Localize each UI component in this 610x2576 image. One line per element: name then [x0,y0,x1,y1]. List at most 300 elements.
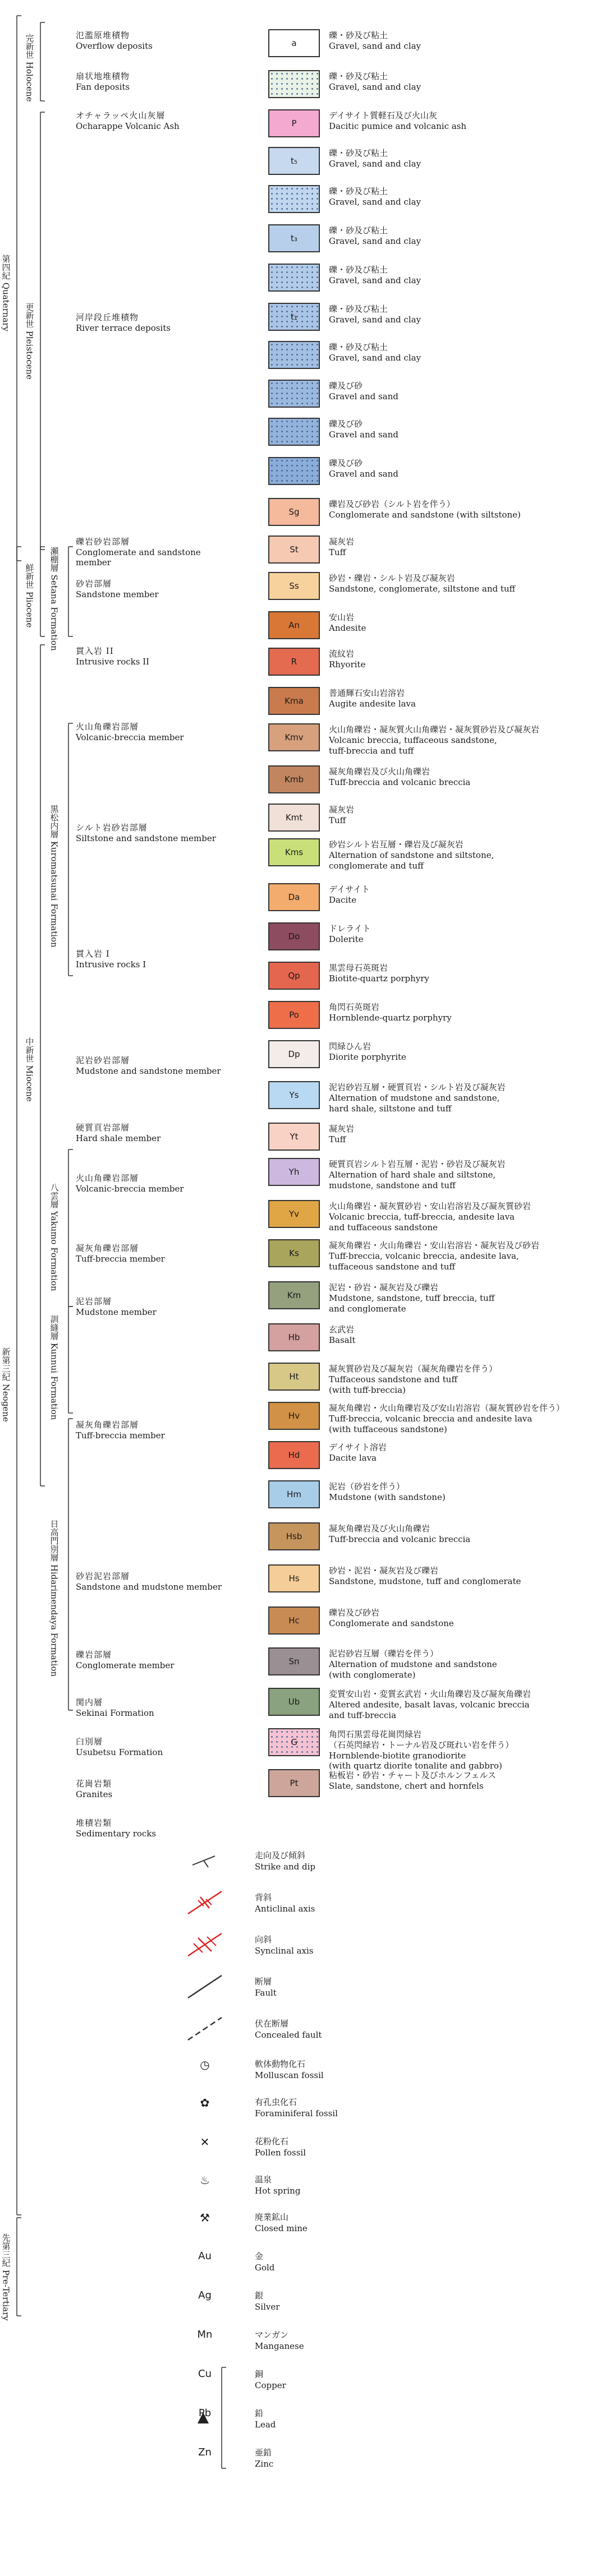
lithology-description [329,1364,497,1395]
lithology-box [268,1363,320,1391]
description-line: 角閃石黒雲母花崗閃緑岩 [329,1729,422,1739]
lithology-code: Kmt [285,812,303,823]
description-line: hard shale, siltstone and tuff [329,1103,452,1114]
lithology-description [329,381,398,402]
lithology-description [329,839,494,871]
legend-text: 断層 [255,1977,272,1987]
description-line: Tuffaceous sandstone and tuff [329,1374,457,1384]
description-line: 硬質頁岩シルト岩互層・泥岩・砂岩及び凝灰岩 [329,1159,506,1169]
lithology-description [329,1159,506,1190]
unit-jp: 臼別層 [76,1737,103,1747]
unit-en: Usubetsu Formation [76,1747,163,1757]
lithology-box [268,70,320,98]
description-line: 礫・砂及び粘土 [329,30,388,40]
lithology-description [329,1240,539,1272]
description-line: (with tuffaceous sandstone) [329,1424,447,1434]
unit-en: Intrusive rocks II [76,657,150,667]
period-jp: 第四紀 [1,255,11,280]
description-line: Altered andesite, basalt lavas, volcanic breccia [329,1699,530,1710]
lithology-code: Hs [288,1573,300,1584]
unit-en: Conglomerate member [76,1660,175,1670]
lithology-description [329,1566,521,1587]
description-line: 礫・砂及び粘土 [329,304,388,314]
epoch-label-mio [25,1037,34,1102]
lithology-code: Hd [288,1450,300,1460]
fault-icon [188,1975,222,1998]
lithology-box [268,1001,320,1029]
description-line: Gravel, sand and clay [329,40,421,51]
unit-en: Volcanic-breccia member [76,732,184,742]
lithology-code: Yh [288,1167,300,1177]
unit-en: Tuff-breccia member [76,1254,165,1264]
description-line: Augite andesite lava [329,698,416,709]
legend-label [255,2019,322,2041]
legend-text: 有孔虫化石 [255,2097,297,2107]
unit-en: Sandstone and mudstone member [76,1582,222,1592]
legend-label [255,2059,324,2081]
description-line: Mudstone (with sandstone) [329,1492,446,1502]
formation-en: Setana Formation [49,574,59,651]
lithology-code: Pt [290,1778,299,1788]
lithology-code: Kms [285,847,304,857]
description-line: 礫岩及び砂岩（シルト岩を伴う） [329,499,455,509]
formation-jp: 黒松内層 [49,805,59,838]
legend-text: Fault [255,1987,277,1998]
formation-label-seta [49,547,59,651]
lithology-box [268,922,320,950]
unit-label [76,645,149,667]
description-line: 礫・砂及び粘土 [329,186,388,196]
unit-label [76,1242,165,1264]
unit-jp: 砂岩部層 [76,579,112,589]
period-en: Pre-Tertiary [1,2269,11,2321]
description-line: Andesite [329,622,366,633]
legend-text: Synclinal axis [255,1945,314,1956]
epoch-en: Holocene [24,61,35,102]
formation-jp: 訓縫層 [49,1315,59,1340]
unit-jp: 礫岩砂岩部層 [76,537,130,547]
description-line: 凝灰岩 [329,805,355,815]
unit-label [76,109,180,131]
legend-label [255,2097,338,2119]
legend-text: 廃業鉱山 [255,2212,289,2222]
description-line: tuffaceous sandstone and tuff [329,1261,456,1272]
lithology-description [329,148,421,169]
lithology-description [329,767,470,788]
lithology-description [329,419,398,440]
epoch-jp: 鮮新世 [24,564,35,589]
unit-en: Sandstone member [76,589,159,599]
lithology-description [329,688,416,709]
description-line: Tuff [329,815,346,825]
description-line: 礫・砂及び粘土 [329,342,388,352]
legend-text: 温泉 [255,2175,272,2185]
legend-text: Foraminiferal fossil [255,2108,338,2118]
description-line: 凝灰角礫岩及び火山角礫岩 [329,1524,430,1534]
epoch-jp: 中新世 [24,1037,35,1063]
lithology-box [268,264,320,292]
description-line: Volcanic breccia, tuffaceous sandstone, [329,735,497,745]
formation-label-yaku [49,1183,59,1291]
description-line: Rhyorite [329,659,366,670]
Mn-icon: Mn [197,2329,213,2340]
lithology-code: t₅ [291,156,297,166]
legend-text: Pollen fossil [255,2147,306,2158]
unit-jp: 河岸段丘堆積物 [76,312,139,322]
unit-label [76,1735,163,1757]
unit-en: Siltstone and sandstone member [76,833,216,843]
formation-label-hida [49,1520,59,1677]
lithology-box [268,1402,320,1430]
lithology-code: Da [288,892,300,902]
lithology-box [268,1200,320,1228]
description-line: Tuff-breccia, volcanic breccia and andesite lava [329,1413,533,1424]
description-line: Gravel, sand and clay [329,158,421,169]
legend-text: 背斜 [255,1892,272,1903]
lithology-description [329,1689,531,1720]
lithology-box [268,572,320,600]
unit-label [76,721,184,742]
lithology-description [329,458,398,479]
unit-en: Tuff-breccia member [76,1430,165,1441]
legend-text: 銅 [255,2369,264,2379]
lithology-description [329,1124,354,1145]
lithology-code: Hv [288,1411,300,1421]
unit-jp: 堆積岩類 [76,1818,112,1828]
lithology-code: Ks [289,1248,299,1258]
lithology-description [329,537,354,558]
legend-label [255,2448,273,2469]
description-line: Basalt [329,1335,356,1345]
description-line: Dacitic pumice and volcanic ash [329,121,467,131]
lithology-description [329,1442,387,1464]
description-line: Mudstone, sandstone, tuff breccia, tuff [329,1292,495,1303]
lithology-description [329,1481,446,1503]
lithology-code: Ys [289,1090,299,1100]
lithology-description [329,225,421,247]
legend-text: Silver [255,2301,280,2312]
unit-en: Sedimentary rocks [76,1829,157,1839]
lithology-box [268,1323,320,1351]
description-line: Sandstone, mudstone, tuff and conglomerate [329,1576,521,1586]
lithology-code: An [288,620,300,630]
unit-jp: オチャラッペ火山灰層 [76,110,166,121]
lithology-box [268,723,320,751]
lithology-box [268,648,320,676]
description-line: and tuff-breccia [329,1710,397,1720]
description-line: 泥岩砂岩互層（礫岩を伴う） [329,1649,439,1659]
unit-jp: シルト岩砂岩部層 [76,823,148,833]
legend-text: Manganese [255,2340,304,2351]
description-line: 砂岩・礫岩・シルト岩及び凝灰岩 [329,573,455,583]
unit-jp: 礫岩部層 [76,1650,112,1660]
lithology-box [268,1081,320,1109]
lithology-description [329,1770,496,1792]
description-line: 凝灰角礫岩・火山角礫岩及び安山岩溶岩（凝灰質砂岩を伴う） [329,1403,565,1413]
period-jp: 先第三紀 [1,2233,11,2267]
formation-label-kuna [49,1315,59,1420]
lithology-box [268,185,320,213]
description-line: 礫及び砂 [329,419,363,429]
lithology-description [329,1201,531,1232]
period-en: Neogene [1,1383,11,1422]
description-line: Conglomerate and sandstone (with siltstone) [329,509,521,520]
lithology-description [329,1041,406,1063]
lithology-code: a [291,38,297,48]
description-line: 凝灰岩 [329,537,355,547]
description-line: （石英閃緑岩・トーナル岩及び斑れい岩を伴う） [329,1739,514,1750]
lithology-code: Hm [287,1489,301,1499]
description-line: Conglomerate and sandstone [329,1618,454,1628]
legend-text: 伏在断層 [255,2019,289,2029]
lithology-box [268,498,320,526]
legend-text: 向斜 [255,1935,272,1945]
pollen-icon: ✕ [200,2135,210,2149]
legend-text: Copper [255,2380,286,2390]
lithology-code: Dp [288,1049,300,1059]
unit-label [76,535,201,567]
description-line: 変質安山岩・変質玄武岩・火山角礫岩及び凝灰角礫岩 [329,1689,531,1699]
lithology-box [268,1522,320,1550]
legend-label [255,1977,277,1998]
period-jp: 新第三紀 [1,1347,11,1381]
lithology-code: t₁ [291,312,297,322]
lithology-box [268,147,320,175]
lithology-description [329,304,421,325]
description-line: mudstone, sandstone and tuff [329,1180,456,1190]
lithology-code: Ht [289,1372,299,1382]
lithology-code: Kmv [285,732,304,742]
legend-text: Zinc [255,2458,274,2469]
lithology-description [329,963,429,984]
formation-en: Kuromatsunai Formation [49,841,59,948]
formation-en: Kunnui Formation [49,1342,59,1420]
description-line: 砂岩・泥岩・凝灰岩及び礫岩 [329,1566,439,1576]
unit-en: Mudstone member [76,1307,157,1317]
lithology-code: t₃ [291,233,297,243]
description-line: デイサイト溶岩 [329,1442,387,1452]
mollusc-icon: ◷ [200,2058,210,2071]
anticline-icon-cross1 [200,1897,209,1908]
legend-text: Gold [255,2262,275,2273]
unit-jp: 砂岩泥岩部層 [76,1571,130,1581]
legend-label [255,2175,300,2196]
description-line: Gravel, sand and clay [329,314,421,325]
description-line: 安山岩 [329,612,355,622]
legend-text: 鉛 [255,2408,264,2418]
description-line: デイサイト [329,884,370,894]
period-label-neo [1,1347,11,1422]
legend-text: 銀 [255,2291,264,2301]
lithology-description [329,612,366,634]
description-line: Tuff-breccia and volcanic breccia [329,1534,471,1544]
legend-text: Molluscan fossil [255,2070,324,2080]
description-line: Tuff-breccia and volcanic breccia [329,777,471,787]
unit-label [76,1570,222,1592]
lithology-code: Ub [288,1697,300,1707]
lithology-description [329,649,365,670]
lithology-box [268,1688,320,1716]
description-line: Alternation of hard shale and siltstone, [329,1169,496,1180]
lithology-box [268,1647,320,1675]
description-line: 火山角礫岩・凝灰質火山角礫岩・凝灰質砂岩及び凝灰岩 [329,724,540,735]
lithology-box [268,535,320,564]
legend-text: 金 [255,2251,264,2261]
lithology-box [268,29,320,57]
Pb-icon: Pb [198,2407,212,2419]
legend-text: マンガン [255,2330,289,2340]
description-line: 凝灰質砂岩及び凝灰岩（凝灰角礫岩を伴う） [329,1364,498,1374]
description-line: 流紋岩 [329,649,355,659]
description-line: Tuff-breccia, volcanic breccia, andesite lava, [329,1250,519,1261]
lithology-box [268,1123,320,1151]
lithology-box [268,765,320,793]
epoch-label-holo [25,34,34,102]
description-line: Hornblende-biotite granodiorite [329,1750,466,1761]
description-line: 礫岩及び砂岩 [329,1608,380,1618]
description-line: 凝灰岩 [329,1124,355,1134]
legend-label [255,2408,276,2430]
description-line: 礫・砂及び粘土 [329,71,388,81]
unit-label [76,70,130,92]
lithology-description [329,1729,513,1771]
concealed-icon [188,2018,222,2040]
legend-label [255,2251,274,2273]
lithology-box [268,457,320,485]
lithology-code: Yt [290,1132,299,1142]
legend-text: Lead [255,2419,276,2430]
lithology-description [329,110,466,132]
lithology-code: St [290,544,299,555]
description-line: and conglomerate [329,1303,406,1314]
unit-jp: 凝灰角礫岩部層 [76,1243,139,1253]
description-line: Dacite lava [329,1452,377,1463]
strike-icon-dip [204,1861,208,1867]
unit-label [76,1649,174,1670]
epoch-en: Miocene [24,1065,35,1102]
lithology-code: Qp [288,971,300,981]
unit-en: Conglomerate and sandstone [76,547,201,557]
formation-en: Yakumo Formation [49,1211,59,1291]
unit-jp: 火山角礫岩部層 [76,1173,139,1183]
lithology-description [329,342,421,363]
unit-label [76,1817,156,1839]
Au-icon: Au [198,2250,212,2262]
unit-jp: 硬質頁岩部層 [76,1123,130,1133]
unit-label [76,578,159,599]
legend-text: 花粉化石 [255,2136,289,2146]
lithology-description [329,1649,497,1680]
lithology-description [329,1524,470,1545]
lithology-code: Ss [289,581,299,591]
lithology-description [329,724,539,756]
lithology-description [329,573,515,594]
Cu-icon: Cu [198,2368,212,2380]
legend-label [255,1935,313,1956]
description-line: 礫・砂及び粘土 [329,265,388,275]
lithology-box [268,109,320,137]
description-line: conglomerate and tuff [329,860,424,871]
lithology-box [268,341,320,369]
lithology-description [329,30,421,52]
unit-en2: member [76,557,111,567]
unit-en: Mudstone and sandstone member [76,1066,221,1076]
description-line: 凝灰角礫岩・火山角礫岩・安山岩溶岩・凝灰岩及び砂岩 [329,1240,540,1250]
lithology-code: Kma [285,696,304,706]
description-line: Sandstone, conglomerate, siltstone and tuff [329,583,516,594]
description-line: Gravel, sand and clay [329,236,421,246]
lithology-box [268,1606,320,1635]
unit-label [76,1696,154,1718]
unit-label [76,1419,165,1441]
description-line: (with tuff-breccia) [329,1384,406,1395]
legend-label [255,2369,286,2391]
lithology-box [268,1564,320,1592]
legend-text: Closed mine [255,2223,308,2233]
unit-en: Ocharappe Volcanic Ash [76,121,180,131]
legend-label [255,1850,315,1872]
formation-label-kuro [49,805,59,948]
description-line: 泥岩・砂岩・凝灰岩及び礫岩 [329,1282,439,1292]
lithology-box [268,611,320,639]
lithology-box [268,804,320,832]
description-line: Tuff [329,547,346,557]
lithology-code: P [291,118,297,128]
lithology-box [268,1239,320,1267]
lithology-code: Hb [288,1332,300,1342]
lithology-box [268,224,320,252]
lithology-code: Yv [288,1209,300,1219]
description-line: Slate, sandstone, chert and hornfels [329,1780,484,1791]
lithology-description [329,1403,565,1434]
unit-jp: 凝灰角礫岩部層 [76,1420,139,1430]
Zn-icon: Zn [198,2446,212,2458]
period-label-quat [1,255,11,331]
lithology-box [268,1281,320,1309]
description-line: Diorite porphyrite [329,1051,406,1062]
unit-jp: 扇状地堆積物 [76,71,130,81]
legend-label [255,2291,279,2312]
Ag-icon: Ag [198,2289,212,2301]
lithology-description [329,71,421,93]
description-line: Gravel, sand and clay [329,81,421,92]
legend-text: Strike and dip [255,1861,315,1872]
description-line: Dacite [329,894,357,905]
unit-label [76,1121,160,1143]
description-line: Gravel, sand and clay [329,196,421,207]
formation-jp: 瀬棚層 [49,547,59,572]
unit-label [76,1778,112,1799]
lithology-box [268,1040,320,1068]
lithology-description [329,1002,452,1023]
unit-en: River terrace deposits [76,323,171,333]
description-line: Alternation of sandstone and siltstone, [329,850,494,860]
description-line: Alternation of mudstone and sandstone, [329,1092,500,1103]
legend-text: 走向及び傾斜 [255,1850,306,1861]
description-line: Volcanic breccia, tuff-breccia, andesite lava [329,1211,515,1222]
epoch-jp: 完新世 [24,34,35,59]
description-line: 粘板岩・砂岩・チャート及びホルンフェルス [329,1770,496,1780]
description-line: Hornblende-quartz porphyry [329,1012,452,1023]
legend-label [255,2136,306,2158]
lithology-description [329,1324,355,1346]
formation-en: Hidarimendaya Formation [49,1564,59,1677]
unit-en: Granites [76,1789,113,1799]
legend-text: Hot spring [255,2185,301,2196]
epoch-label-plio [25,564,34,627]
unit-jp: 氾濫原堆積物 [76,30,130,40]
unit-jp: 貫入岩 I [76,949,110,959]
